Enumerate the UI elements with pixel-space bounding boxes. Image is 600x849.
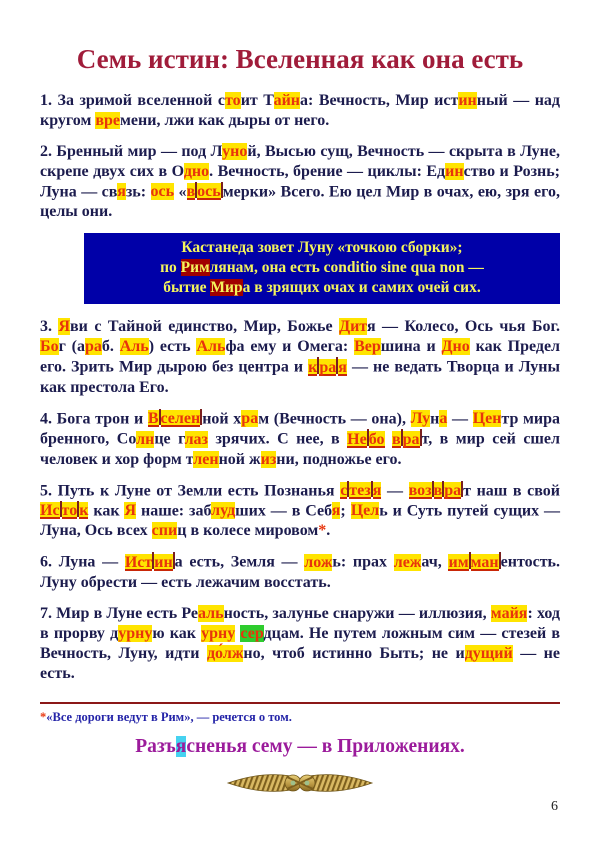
text-run: ; — [340, 502, 351, 520]
text-run: ра — [444, 482, 462, 500]
text-run: спи — [151, 522, 178, 540]
text-run: по — [160, 259, 181, 277]
text-run: — не ведать Творца и Луны как престола Его. — [40, 358, 565, 396]
text-run: урну — [118, 624, 153, 642]
text-run: в — [186, 183, 196, 201]
text-run: селен — [160, 410, 201, 428]
text-run: «Все дороги ведут в Рим», — речется о том. — [46, 709, 292, 724]
text-run: как — [88, 502, 125, 520]
text-run: аль — [198, 604, 224, 622]
text-run: из — [260, 450, 277, 468]
text-run: ) есть — [148, 338, 197, 356]
text-run: а в зрящих очах и самих очей сих. — [242, 279, 481, 297]
text-run: ви с Тайной единство, Мир, Божье — [70, 318, 340, 336]
text-run: ц в колесе мировом — [177, 522, 319, 540]
text-run: ентость. Луну обрести — есть лежачим восстать. — [40, 553, 565, 591]
text-run: Я — [58, 318, 71, 336]
text-run: мерки» Всего. Ею цел Мир в очах, ею, зря его, целы они. — [40, 183, 565, 221]
text-run: 7. Мир в Луне есть Ре — [40, 604, 198, 622]
text-run: сер — [240, 624, 264, 642]
text-run: луд — [211, 502, 236, 520]
text-run: 1. За зримой вселенной с — [40, 92, 226, 110]
text-run: Не — [347, 430, 367, 448]
text-run: ра — [319, 358, 337, 376]
text-run: — не есть. — [40, 644, 564, 682]
text-run: ин — [154, 553, 173, 571]
text-run: Аль — [196, 338, 226, 356]
text-run: б. — [101, 338, 120, 356]
text-run: Аль — [119, 338, 149, 356]
page-number: 6 — [551, 799, 558, 814]
callout-box — [84, 233, 560, 304]
text-run: бытие — [163, 279, 211, 297]
text-run: ь: прах — [332, 553, 394, 571]
text-run: шина и — [380, 338, 442, 356]
text-run: ный — над кругом — [40, 92, 565, 130]
text-run: дцам. Не путем ложным сим — стезей в Вечность, Луну, идти — [40, 624, 565, 662]
paragraph-5 — [40, 481, 565, 542]
paragraph-7 — [40, 604, 565, 684]
text-run: в — [391, 430, 401, 448]
callout-line-3 — [88, 278, 556, 298]
text-run: урну — [201, 624, 236, 642]
text-run: г (а — [58, 338, 85, 356]
text-run: 3. — [40, 318, 59, 336]
text-run: зрячих. С нее, в — [207, 430, 348, 448]
text-run: ось — [150, 183, 175, 201]
text-run: ра — [402, 430, 420, 448]
footnote-divider — [40, 702, 560, 704]
text-run: тр мира бренного, Со — [40, 410, 565, 448]
text-run: Цел — [350, 502, 380, 520]
text-run: Рим — [180, 259, 210, 277]
text-run: ось — [197, 183, 221, 201]
text-run: ра — [241, 410, 259, 428]
text-run: Лу — [410, 410, 431, 428]
paragraph-4 — [40, 409, 565, 470]
text-run: то — [61, 502, 78, 520]
text-run: 5. Путь к Луне от Земли есть Познанья — [40, 482, 341, 500]
text-run: бо — [368, 430, 385, 448]
text-run: к — [79, 502, 89, 520]
gold-ornament-icon — [40, 767, 560, 804]
text-run: лен — [193, 450, 219, 468]
text-run: ман — [470, 553, 499, 571]
text-run: Кастанеда зовет Луну «точкою сборки»; — [181, 239, 463, 257]
text-run: я — [338, 358, 347, 376]
text-run: ач, — [421, 553, 449, 571]
text-run: майя — [490, 604, 528, 622]
paragraph-1 — [40, 91, 565, 131]
text-run: « — [174, 183, 187, 201]
text-run: а: Вечность, Мир ист — [300, 92, 459, 110]
text-run: мени, лжи как дыры от него. — [120, 112, 330, 130]
text-run: ной ж — [218, 450, 261, 468]
text-run: 2. Бренный мир — под Л — [40, 143, 223, 161]
text-run: лож — [304, 553, 333, 571]
text-run: ство и Рознь; Луна — св — [40, 163, 565, 201]
text-run: 6. Луна — — [40, 553, 125, 571]
callout-line-2 — [88, 258, 556, 278]
text-run: дно — [183, 163, 210, 181]
text-run: тез — [349, 482, 371, 500]
text-run: лянам, она есть conditio sine qua non — — [209, 259, 484, 277]
text-run: леж — [393, 553, 422, 571]
text-run: до́лж — [206, 644, 244, 662]
text-run: ь и Суть путей сущих — Луна, Ось всех — [40, 502, 565, 540]
text-run: наше: заб — [136, 502, 212, 520]
text-run: . Вечность, брение — циклы: Ед — [209, 163, 446, 181]
text-run: 4. Бога трон и — [40, 410, 148, 428]
text-run: й, Высью сущ, Вечность — скрыта в Луне, скрепе двух сих в О — [40, 143, 565, 181]
text-run: айн — [273, 92, 300, 110]
text-run: т наш в свой — [463, 482, 565, 500]
text-run: вре — [95, 112, 121, 130]
text-run: * — [318, 522, 327, 540]
text-run: Дно — [441, 338, 470, 356]
text-run: сненья сему — в Приложениях. — [186, 735, 465, 757]
text-run: ни, подножье его. — [276, 450, 402, 468]
text-run: ин — [458, 92, 477, 110]
text-run — [385, 431, 392, 448]
text-run: лаз — [184, 430, 208, 448]
text-run: Мир — [210, 279, 243, 297]
text-run: В — [147, 410, 159, 428]
text-run: я — [117, 183, 126, 201]
text-run: н — [430, 410, 440, 428]
text-run: с — [340, 482, 348, 500]
text-run: ю как — [152, 624, 202, 642]
text-run: : ход в прорву д — [40, 604, 564, 642]
paragraph-3 — [40, 317, 565, 397]
text-run: м (Вечность — она), — [258, 410, 411, 428]
text-run: зь: — [125, 183, 151, 201]
text-run: це г — [154, 430, 185, 448]
text-run: дущий — [464, 644, 513, 662]
text-run: уно — [222, 143, 248, 161]
text-run: лн — [136, 430, 155, 448]
text-run: как Предел его. Зрить Мир дырою без центра и — [40, 338, 565, 376]
paragraph-6 — [40, 552, 565, 592]
text-run: — — [381, 482, 409, 500]
text-run: . — [326, 522, 331, 540]
text-run: Разъ — [135, 735, 176, 757]
text-run: Ис — [40, 502, 60, 520]
text-run: Я — [124, 502, 137, 520]
text-run: ной х — [202, 410, 242, 428]
text-run: Бо — [40, 338, 59, 356]
text-run: Ист — [124, 553, 153, 571]
text-run: фа ему и Омега: — [225, 338, 355, 356]
text-run: ит Т — [240, 92, 274, 110]
text-run: я — Колесо, Ось чья Бог. — [366, 318, 565, 336]
text-run: т, в мир сей сшел человек и хор форм т — [40, 430, 565, 468]
text-run: но, чтоб истинно Быть; не и — [243, 644, 465, 662]
text-run: ность, залунье снаружи — иллюзия, — [223, 604, 491, 622]
page-title: Семь истин: Вселенная как она есть — [76, 44, 524, 74]
text-run: — — [447, 410, 473, 428]
text-run: я — [331, 502, 341, 520]
footnote — [40, 710, 560, 725]
text-run: Дит — [339, 318, 367, 336]
text-run: * — [40, 709, 47, 724]
text-run: Цен — [472, 410, 502, 428]
text-run: им — [448, 553, 469, 571]
text-run: то — [225, 92, 241, 110]
text-run: ин — [445, 163, 464, 181]
text-run: воз — [408, 482, 432, 500]
text-run: к — [308, 358, 318, 376]
text-run: ших — в Себ — [235, 502, 332, 520]
text-run: в — [433, 482, 443, 500]
text-run: я — [372, 482, 382, 500]
callout-line-1 — [88, 238, 556, 258]
text-run: а есть, Земля — — [174, 553, 305, 571]
closing-line — [40, 735, 560, 759]
text-run: я — [175, 735, 187, 757]
text-run: Вер — [354, 338, 381, 356]
text-run: а — [439, 410, 448, 428]
text-run: ра — [85, 338, 102, 356]
paragraph-2 — [40, 142, 565, 222]
